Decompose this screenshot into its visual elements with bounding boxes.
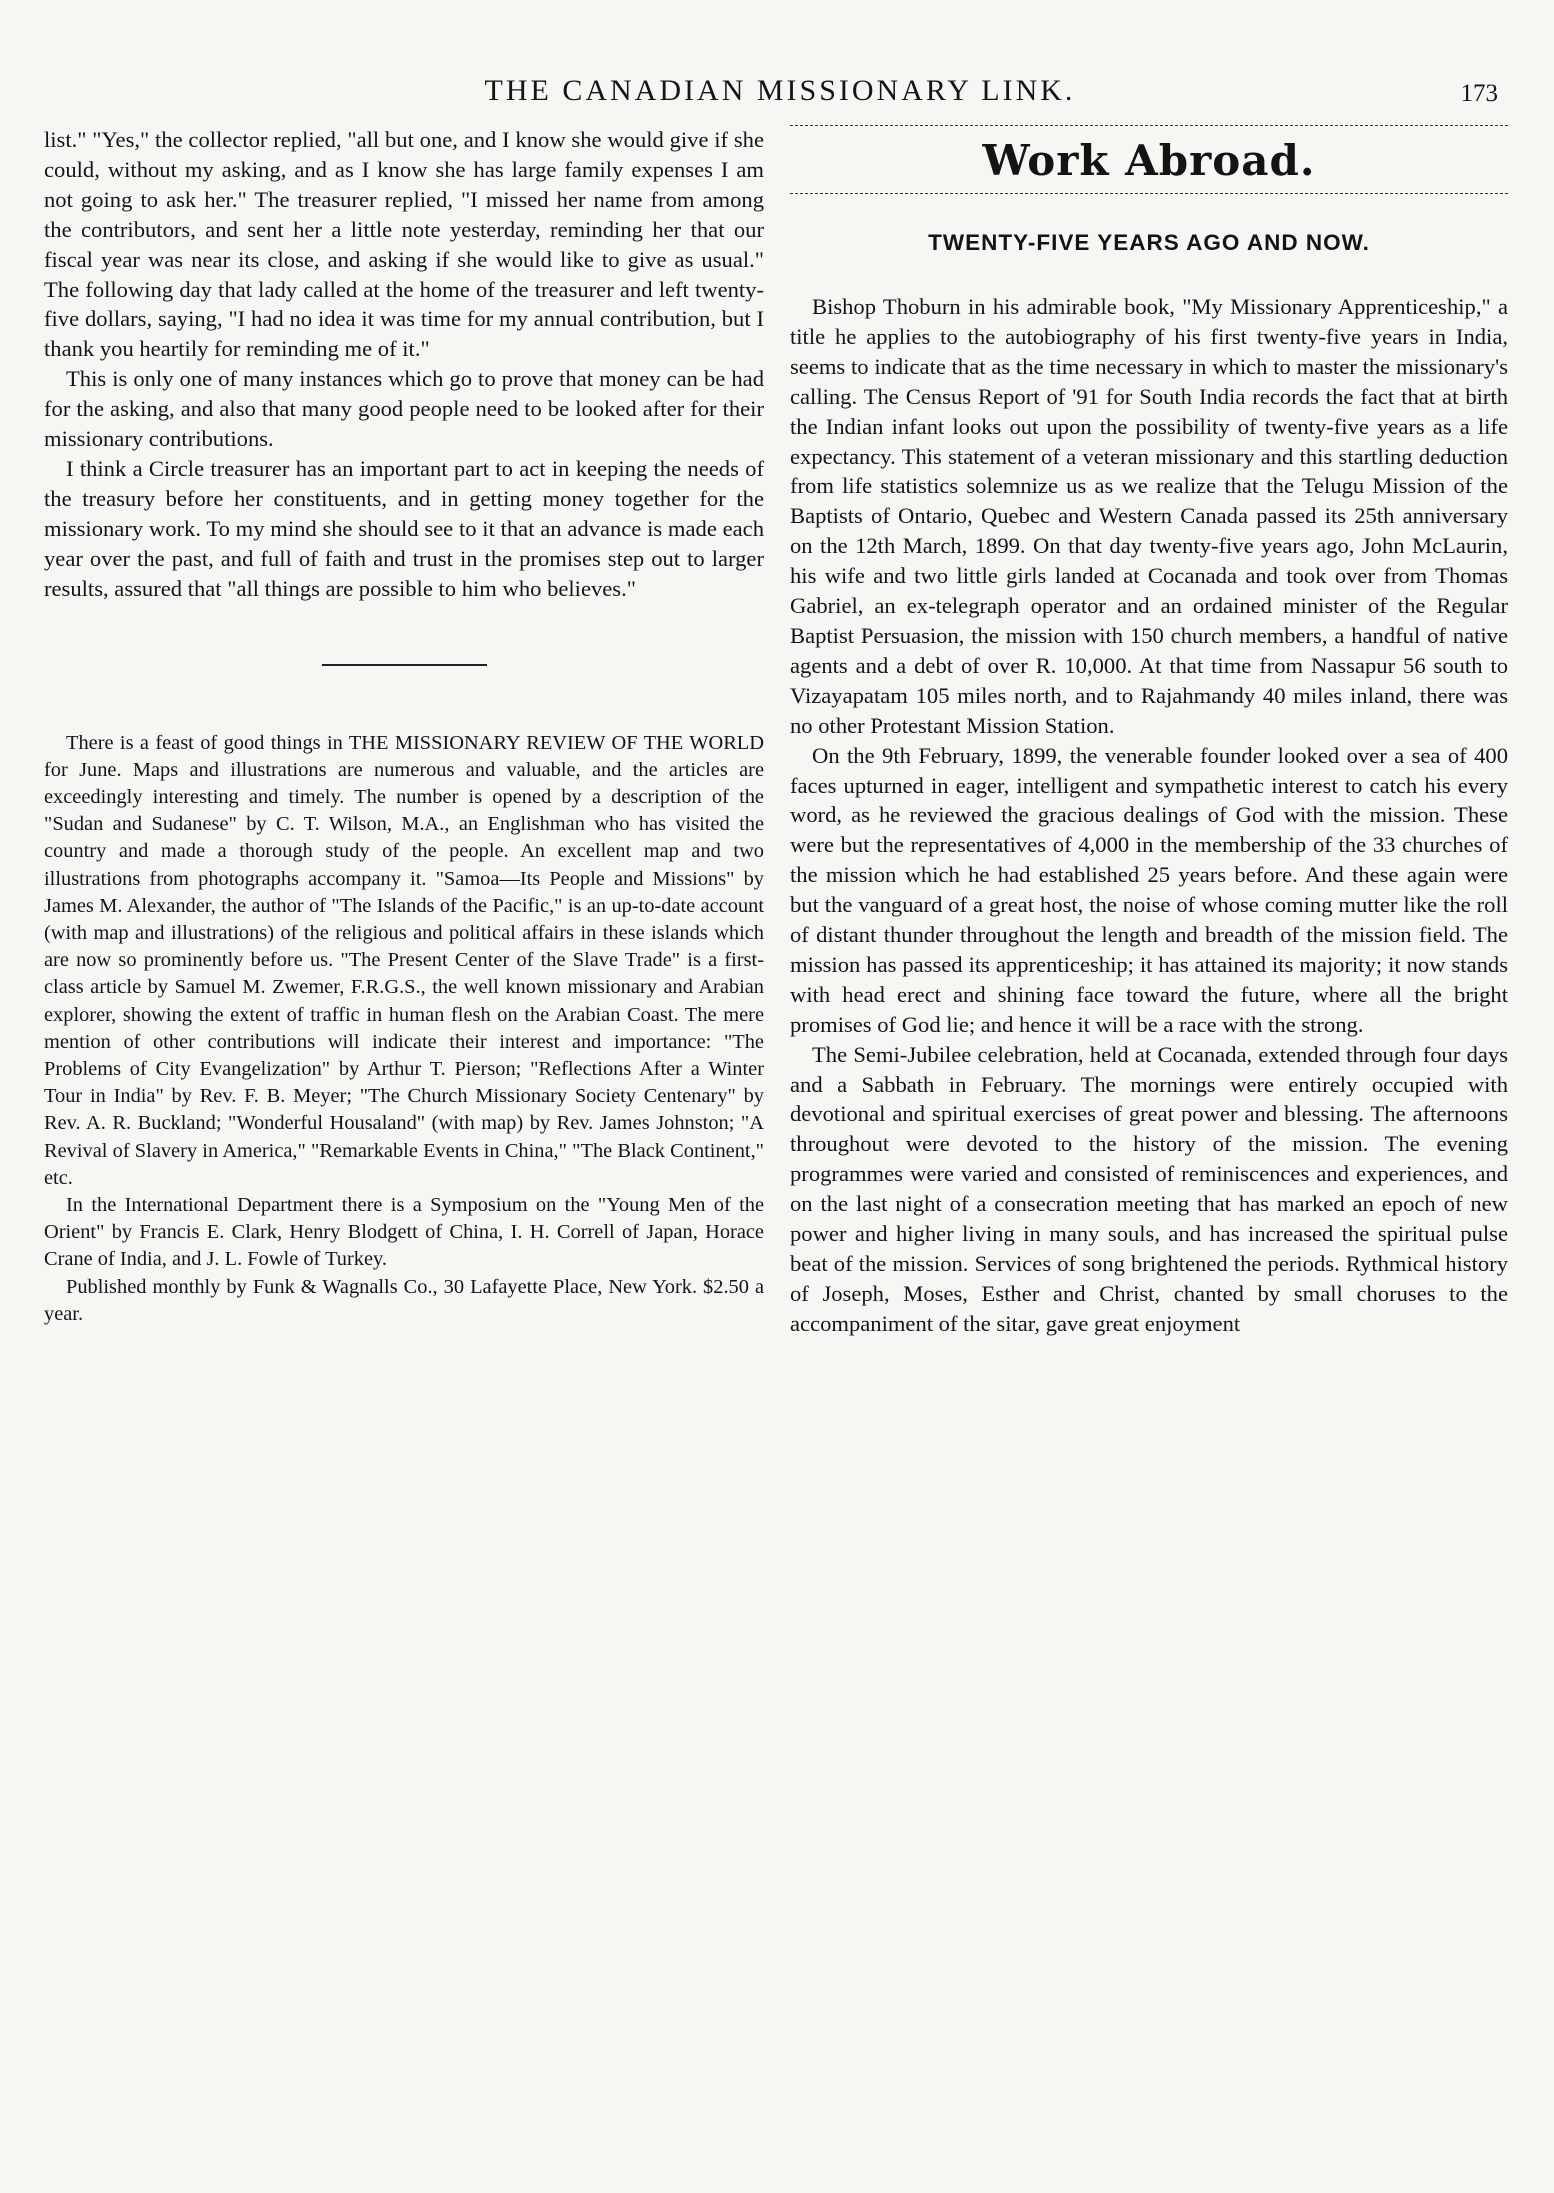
section-divider: [322, 664, 487, 666]
article-title: TWENTY-FIVE YEARS AGO AND NOW.: [928, 230, 1370, 255]
section-heading: Work Abroad.: [982, 136, 1316, 185]
right-column: [790, 125, 1508, 1339]
article-paragraph: This is only one of many instances which go to prove that money can be had for the asking, and also that many good people need to be looked after for their missionary contributions.: [44, 366, 764, 452]
notice-paragraph: There is a feast of good things in THE MISSIONARY REVIEW OF THE WORLD for June. Maps and illustrations are numerous and valuable, and the articles are exceedingly interesting and timely. The number is opened by a description of the "Sudan and Sudanese" by C. T. Wilson, M.A., an Englishman who has visited the country and made a thorough study of the people. An excellent map and two illustrations from photographs accompany it. "Samoa—Its People and Missions" by James M. Alexander, the author of "The Islands of the Pacific," is an up-to-date account (with map and illustrations) of the religious and political affairs in these islands which are now so prominently before us. "The Present Center of the Slave Trade" is a first-class article by Samuel M. Zwemer, F.R.G.S., the well known missionary and Arabian explorer, showing the extent of traffic in human flesh on the Arabian Coast. The mere mention of other contributions will indicate their interest and importance: "The Problems of City Evangelization" by Arthur T. Pierson; "Reflections After a Winter Tour in India" by Rev. F. B. Meyer; "The Church Missionary Society Centenary" by Rev. A. R. Buckland; "Wonderful Housaland" (with map) by Rev. James Johnston; "A Revival of Slavery in America," "Remarkable Events in China," "The Black Continent," etc.: [44, 731, 764, 1189]
notice-paragraph: In the International Department there is a Symposium on the "Young Men of the Orient" by Francis E. Clark, Henry Blodgett of China, I. H. Correll of Japan, Horace Crane of India, and J. L. Fowle of Turkey.: [44, 1193, 764, 1271]
notice-paragraph: Published monthly by Funk & Wagnalls Co., 30 Lafayette Place, New York. $2.50 a year.: [44, 1275, 764, 1325]
heading-bottom-rule: [790, 193, 1508, 194]
article-paragraph: On the 9th February, 1899, the venerable founder looked over a sea of 400 faces upturned in eager, intelligent and sympathetic interest to catch his every word, as he reviewed the gracious dealings of God with the mission. These were but the representatives of 4,000 in the membership of the 33 churches of the mission which he had established 25 years before. And these again were but the vanguard of a great host, the noise of whose coming mutter like the roll of distant thunder throughout the length and breadth of the mission field. The mission has passed its apprenticeship; it has attained its majority; it now stands with head erect and shining face toward the future, where all the bright promises of God lie; and hence it will be a race with the strong.: [790, 742, 1508, 1037]
page-number: 173: [1460, 80, 1498, 107]
article-paragraph: I think a Circle treasurer has an important part to act in keeping the needs of the treasury before her constituents, and in getting money together for the missionary work. To my mind she should see to it that an advance is made each year over the past, and full of faith and trust in the promises step out to larger results, assured that "all things are possible to him who believes.": [44, 455, 764, 601]
heading-top-rule: [790, 125, 1508, 126]
review-notice: [44, 730, 764, 1328]
left-column: [44, 125, 764, 1328]
article-paragraph: Bishop Thoburn in his admirable book, "My Missionary Apprenticeship," a title he applies to the autobiography of his first twenty-five years in India, seems to indicate that as the time necessary in which to master the missionary's calling. The Census Report of '91 for South India records the fact that at birth the Indian infant looks out upon the possibility of twenty-five years as a life expectancy. This statement of a veteran missionary and this startling deduction from life statistics solemnize us as we realize that the Telugu Mission of the Baptists of Ontario, Quebec and Western Canada passed its 25th anniversary on the 12th March, 1899. On that day twenty-five years ago, John McLaurin, his wife and two little girls landed at Cocanada and took over from Thomas Gabriel, an ex-telegraph operator and an ordained minister of the Regular Baptist Persuasion, the mission with 150 church members, a handful of native agents and a debt of over R. 10,000. At that time from Nassapur 56 south to Vizayapatam 105 miles north, and to Rajahmandy 40 miles inland, there was no other Protestant Mission Station.: [790, 294, 1508, 738]
article-continuation-paragraph: list." "Yes," the collector replied, "all but one, and I know she would give if she could, without my asking, and as I know she has large family expenses I am not going to ask her." The treasurer replied, "I missed her name from among the contributors, and sent her a little note yesterday, reminding her that our fiscal year was near its close, and asking if she would like to give as usual." The following day that lady called at the home of the treasurer and left twenty-five dollars, saying, "I had no idea it was time for my annual contribution, but I thank you heartily for reminding me of it.": [44, 127, 764, 362]
running-header: THE CANADIAN MISSIONARY LINK.: [484, 74, 1076, 107]
article-paragraph: The Semi-Jubilee celebration, held at Cocanada, extended through four days and a Sabbath in February. The mornings were entirely occupied with devotional and spiritual exercises of great power and blessing. The afternoons throughout were devoted to the history of the mission. The evening programmes were varied and consisted of reminiscences and experiences, and on the last night of a consecration meeting that has marked an epoch of new power and higher living in many souls, and has increased the spiritual pulse beat of the mission. Services of song brightened the periods. Rythmical history of Joseph, Moses, Esther and Christ, chanted by small choruses to the accompaniment of the sitar, gave great enjoyment: [790, 1041, 1508, 1336]
